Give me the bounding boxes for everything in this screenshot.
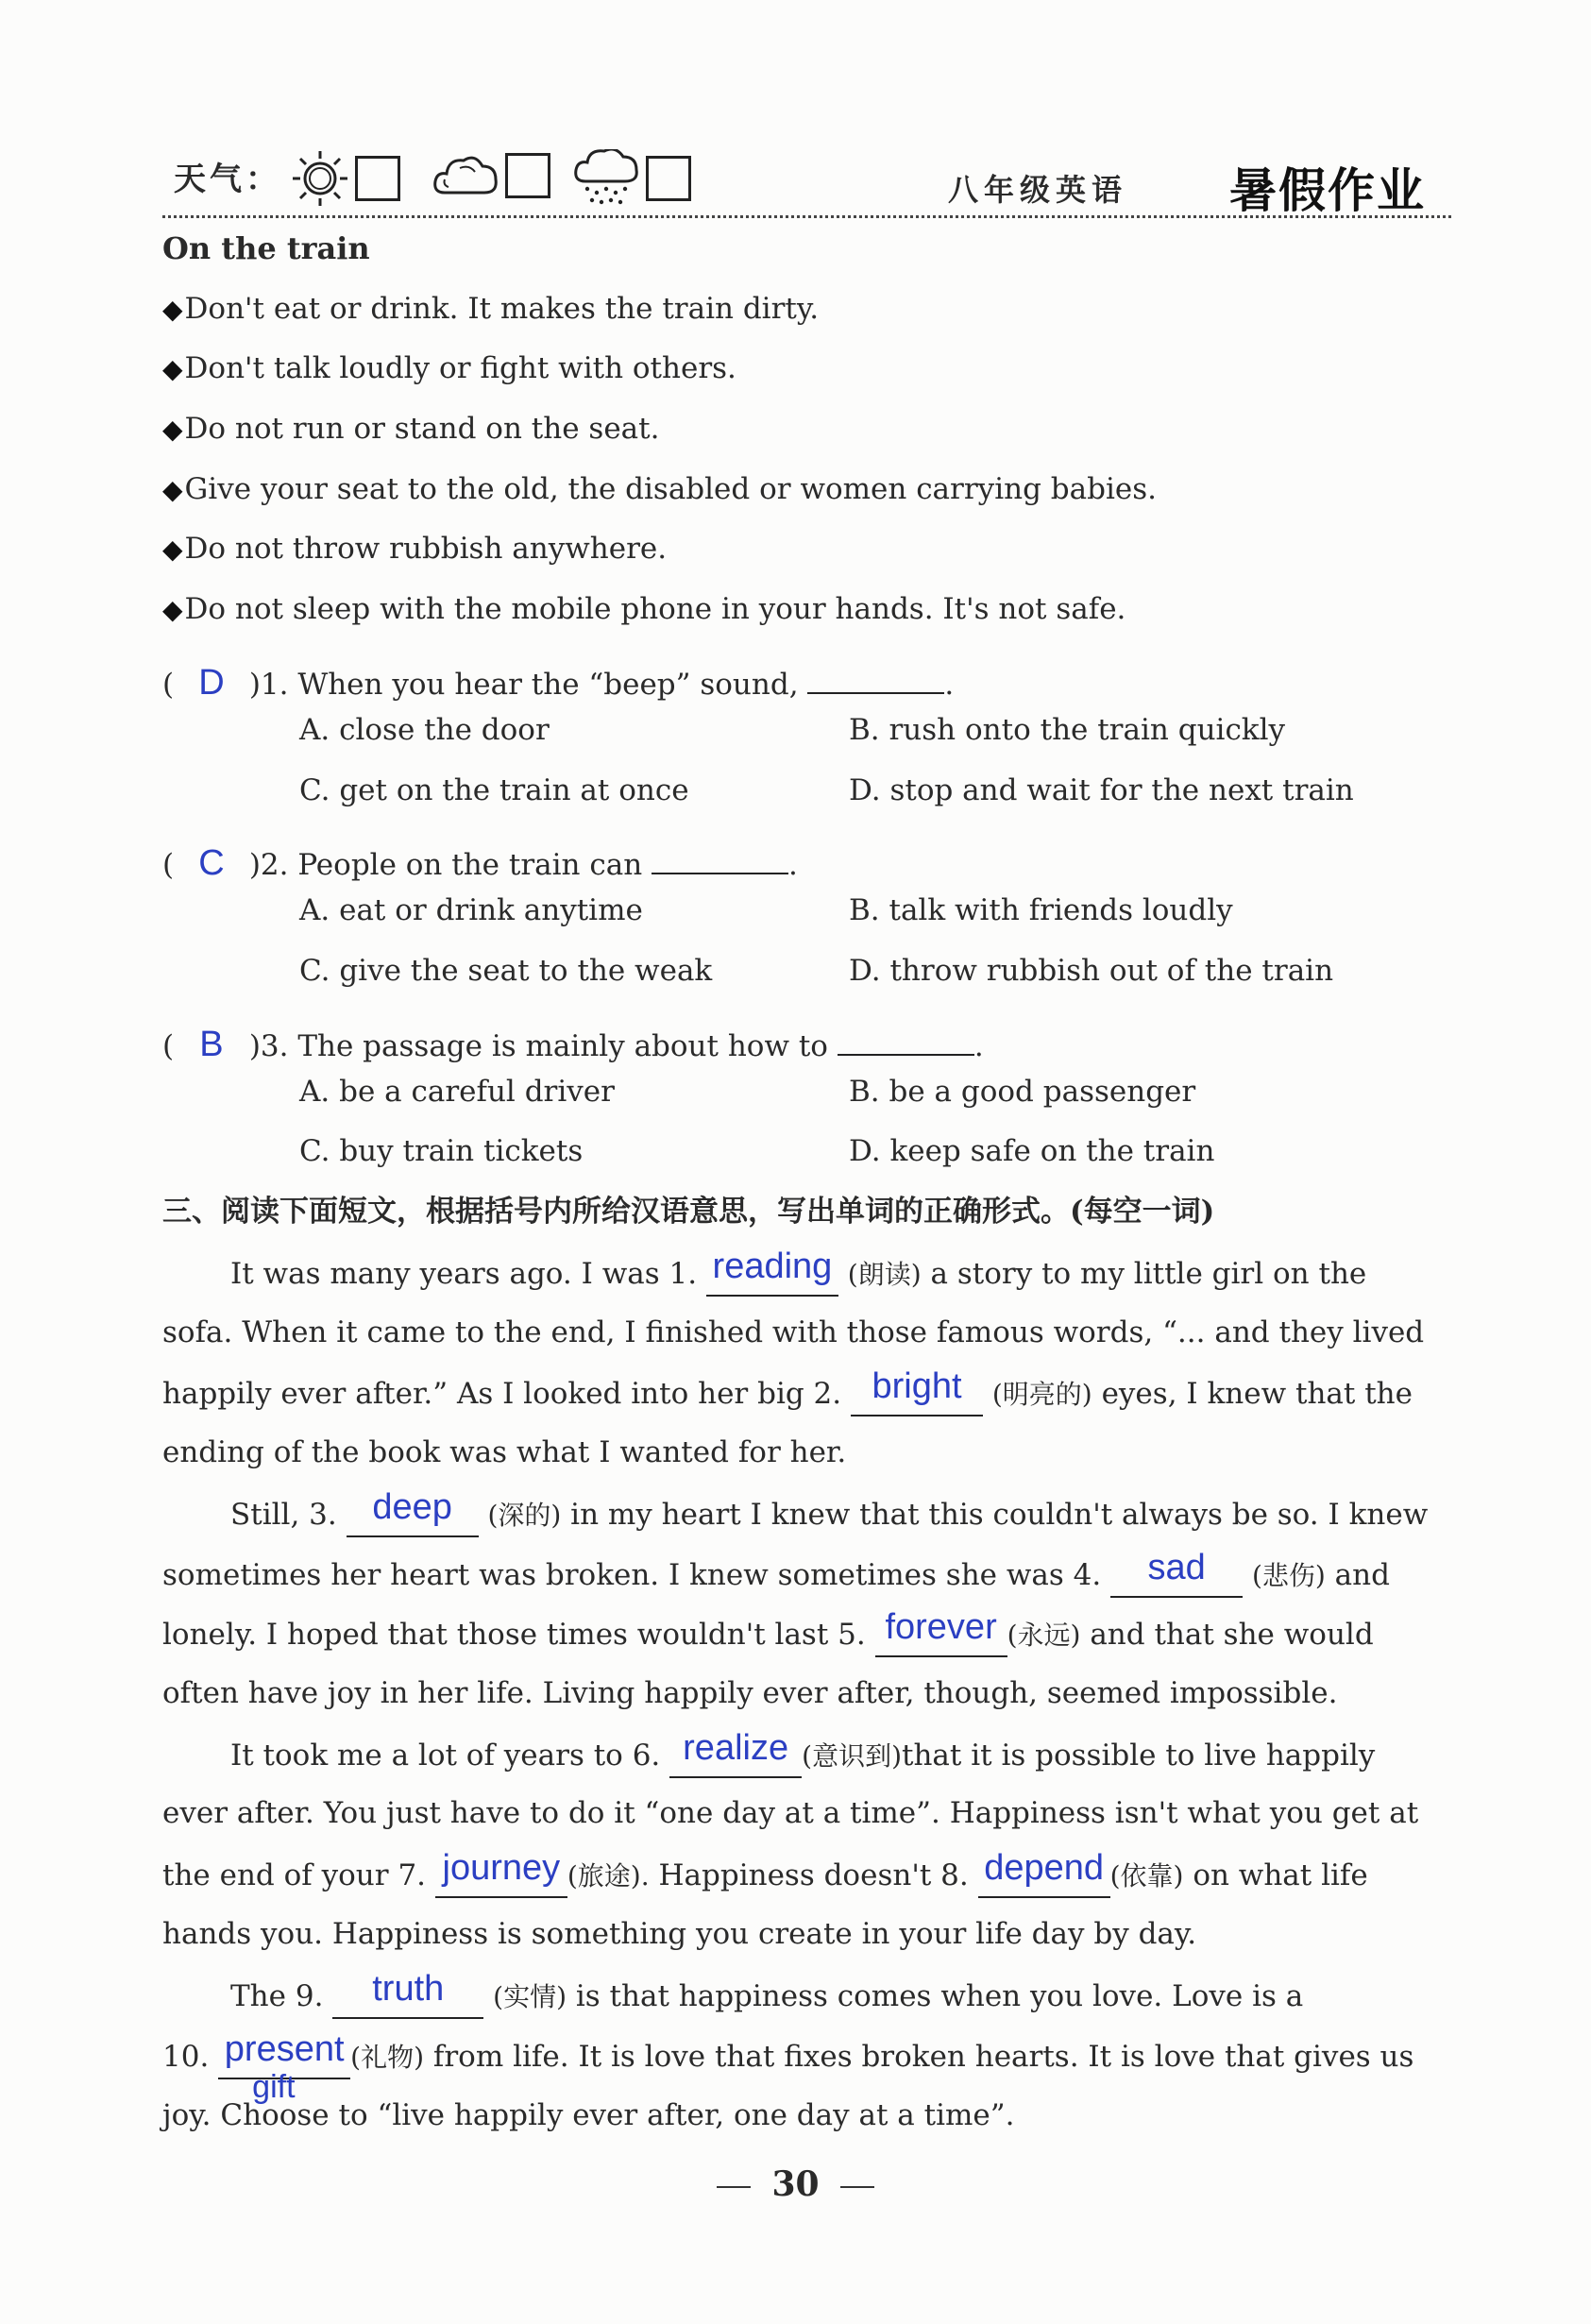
passage-line: 10. present gift (礼物) from life. It is love that fixes broken hearts. It is love that gives us <box>162 2029 1414 2105</box>
rule-item: ◆Do not sleep with the mobile phone in your hands. It's not safe. <box>162 592 1126 626</box>
sunny-checkbox[interactable] <box>355 156 400 201</box>
diamond-bullet-icon: ◆ <box>162 474 183 505</box>
passage-line: It was many years ago. I was 1. reading (朗读) a story to my little girl on the <box>230 1253 1366 1297</box>
answer-blank <box>838 1012 974 1056</box>
diamond-bullet-icon: ◆ <box>162 534 183 565</box>
weather-option-sunny <box>291 149 400 208</box>
page-number: 30 <box>0 2164 1591 2204</box>
answer-blank-10: present gift <box>218 2036 350 2079</box>
answer-choice: B <box>199 1025 224 1064</box>
rule-item: ◆Do not throw rubbish anywhere. <box>162 532 668 566</box>
passage-line: hands you. Happiness is something you create in your life day by day. <box>162 1917 1197 1951</box>
diamond-bullet-icon: ◆ <box>162 414 183 445</box>
section-3-title: 三、阅读下面短文，根据括号内所给汉语意思，写出单词的正确形式。(每空一词) <box>162 1195 1215 1229</box>
sun-icon <box>291 149 349 208</box>
option: D. stop and wait for the next train <box>849 773 1354 807</box>
question-3: ( B )3. The passage is mainly about how to . <box>162 1012 984 1065</box>
option: D. throw rubbish out of the train <box>849 954 1334 988</box>
answer-blank-3: deep <box>347 1494 479 1537</box>
option: A. close the door <box>299 713 550 747</box>
page-header <box>162 142 1451 218</box>
rule-item: ◆Do not run or stand on the seat. <box>162 412 660 446</box>
answer-blank-9: truth <box>332 1976 483 2019</box>
passage-line: ending of the book was what I wanted for her. <box>162 1435 847 1469</box>
rule-item: ◆Don't eat or drink. It makes the train dirty. <box>162 292 820 326</box>
answer-blank <box>652 831 788 874</box>
answer-choice: D <box>198 663 225 703</box>
option: D. keep safe on the train <box>849 1134 1215 1168</box>
answer-choice: C <box>198 843 225 883</box>
rule-item: ◆Give your seat to the old, the disabled or women carrying babies. <box>162 472 1157 506</box>
option: C. get on the train at once <box>299 773 689 807</box>
passage-line: It took me a lot of years to 6. realize (意识到)that it is possible to live happily <box>230 1735 1375 1778</box>
grade-subject: 八年级英语 <box>948 172 1128 208</box>
cloud-icon <box>432 149 499 202</box>
answer-blank-2: bright <box>851 1373 983 1416</box>
passage-line: happily ever after.” As I looked into her big 2. bright (明亮的) eyes, I knew that the <box>162 1373 1413 1416</box>
weather-label: 天气： <box>174 161 281 198</box>
passage-line: The 9. truth (实情) is that happiness comes when you love. Love is a <box>230 1976 1303 2019</box>
weather-option-cloudy <box>432 149 550 202</box>
question-2: ( C )2. People on the train can . <box>162 831 798 884</box>
passage-line: lonely. I hoped that those times wouldn't last 5. forever (永远) and that she would <box>162 1614 1374 1657</box>
answer-blank-4: sad <box>1110 1554 1243 1598</box>
passage-line: Still, 3. deep (深的) in my heart I knew that this couldn't always be so. I knew <box>230 1494 1428 1537</box>
option: B. talk with friends loudly <box>849 893 1233 927</box>
alternate-answer: gift <box>252 2069 296 2105</box>
passage-line: often have joy in her life. Living happily ever after, though, seemed impossible. <box>162 1676 1338 1710</box>
cloudy-checkbox[interactable] <box>505 153 550 198</box>
option: C. give the seat to the weak <box>299 954 713 988</box>
rainy-checkbox[interactable] <box>646 156 691 201</box>
weather-option-rainy <box>572 149 691 208</box>
diamond-bullet-icon: ◆ <box>162 594 183 625</box>
answer-blank-6: realize <box>669 1735 802 1778</box>
rain-cloud-icon <box>572 149 640 208</box>
rule-item: ◆Don't talk loudly or fight with others. <box>162 351 736 385</box>
answer-blank-7: journey <box>435 1855 567 1898</box>
passage-line: sometimes her heart was broken. I knew sometimes she was 4. sad (悲伤) and <box>162 1554 1390 1598</box>
option: B. be a good passenger <box>849 1075 1196 1109</box>
passage-line: ever after. You just have to do it “one day at a time”. Happiness isn't what you get at <box>162 1796 1419 1830</box>
option: C. buy train tickets <box>299 1134 584 1168</box>
option: B. rush onto the train quickly <box>849 713 1286 747</box>
answer-blank <box>807 651 944 694</box>
answer-blank-1: reading <box>706 1253 838 1297</box>
option: A. be a careful driver <box>299 1075 615 1109</box>
diamond-bullet-icon: ◆ <box>162 294 183 325</box>
section-heading: On the train <box>162 230 370 266</box>
question-1: ( D )1. When you hear the “beep” sound, . <box>162 651 954 704</box>
passage-line: sofa. When it came to the end, I finished with those famous words, “... and they lived <box>162 1315 1425 1349</box>
option: A. eat or drink anytime <box>299 893 643 927</box>
passage-line: the end of your 7. journey (旅途). Happiness doesn't 8. depend (依靠) on what life <box>162 1855 1368 1898</box>
series-title: 暑假作业 <box>1229 162 1426 218</box>
answer-blank-5: forever <box>875 1614 1007 1657</box>
answer-blank-8: depend <box>978 1855 1110 1898</box>
passage-line: joy. Choose to “live happily ever after, one day at a time”. <box>162 2098 1015 2132</box>
diamond-bullet-icon: ◆ <box>162 353 183 384</box>
